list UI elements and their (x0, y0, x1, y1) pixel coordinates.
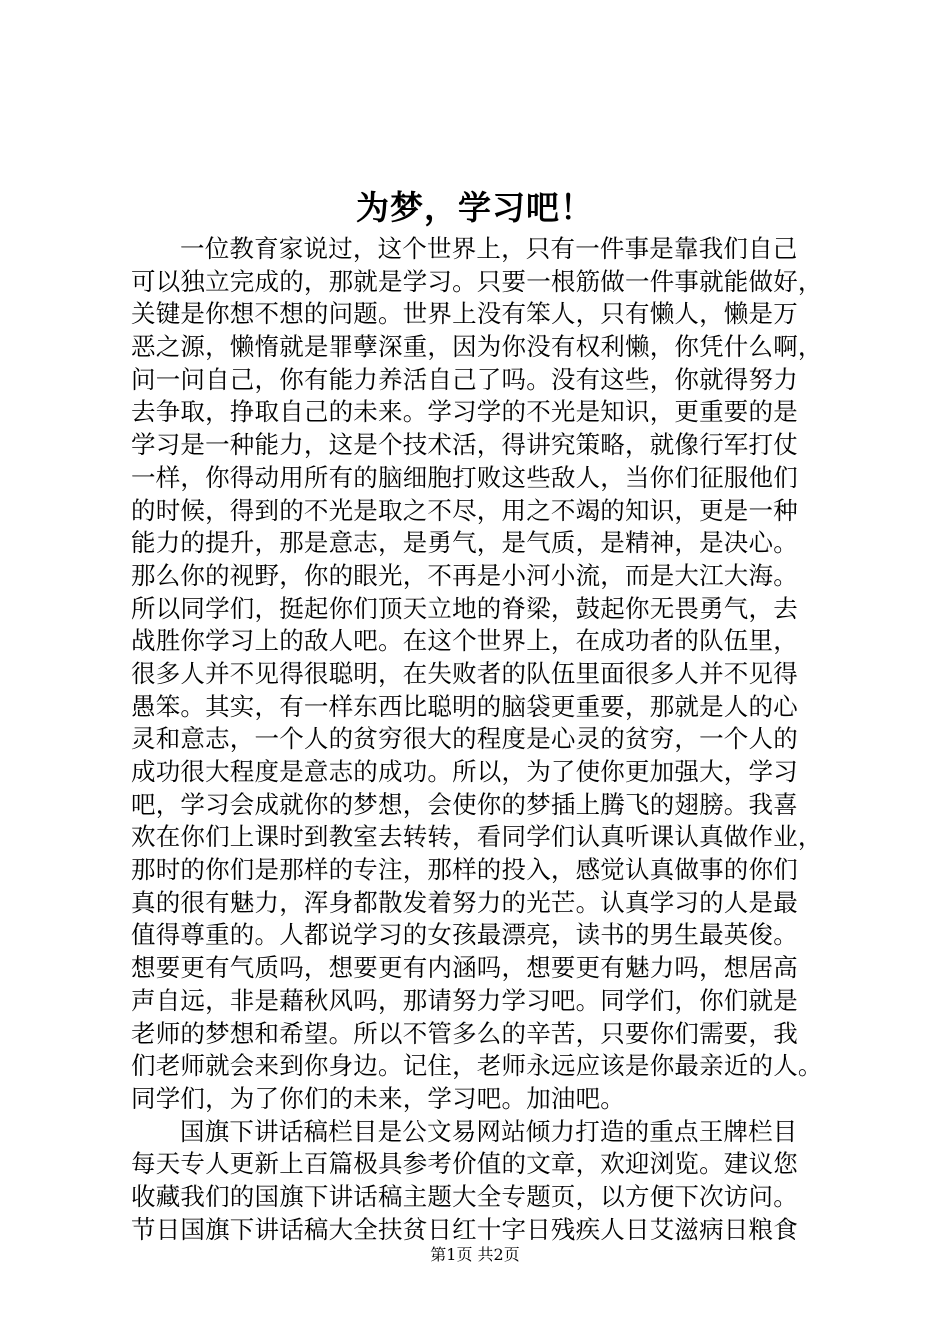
text-line: 值得尊重的。人都说学习的女孩最漂亮，读书的男生最英俊。 (131, 920, 798, 950)
body-text (131, 233, 848, 1246)
text-line: 一位教育家说过，这个世界上，只有一件事是靠我们自己 (180, 234, 798, 263)
text-line: 去争取，挣取自己的未来。学习学的不光是知识，更重要的是 (131, 397, 798, 427)
text-line: 老师的梦想和希望。所以不管多么的辛苦，只要你们需要，我 (131, 1018, 798, 1048)
text-line: 愚笨。其实，有一样东西比聪明的脑袋更重要，那就是人的心 (131, 691, 798, 721)
text-line: 那时的你们是那样的专注，那样的投入，感觉认真做事的你们 (131, 855, 798, 885)
text-line: 同学们，为了你们的未来，学习吧。加油吧。 (131, 1083, 625, 1113)
text-line: 关键是你想不想的问题。世界上没有笨人，只有懒人，懒是万 (131, 299, 798, 329)
text-line: 战胜你学习上的敌人吧。在这个世界上，在成功者的队伍里， (131, 626, 798, 656)
text-line: 问一问自己，你有能力养活自己了吗。没有这些，你就得努力 (131, 364, 798, 394)
text-line: 那么你的视野，你的眼光，不再是小河小流，而是大江大海。 (131, 560, 798, 590)
text-line: 所以同学们，挺起你们顶天立地的脊梁，鼓起你无畏勇气，去 (131, 593, 798, 623)
text-line: 吧，学习会成就你的梦想，会使你的梦插上腾飞的翅膀。我喜 (131, 789, 798, 819)
text-line: 可以独立完成的，那就是学习。只要一根筋做一件事就能做好， (131, 266, 823, 296)
text-line: 国旗下讲话稿栏目是公文易网站倾力打造的重点王牌栏目 (180, 1116, 798, 1146)
text-line: 的时候，得到的不光是取之不尽，用之不竭的知识，更是一种 (131, 495, 798, 525)
text-line: 成功很大程度是意志的成功。所以，为了使你更加强大，学习 (131, 757, 798, 786)
page-title: 为梦，学习吧！ (356, 188, 594, 227)
text-line: 们老师就会来到你身边。记住，老师永远应该是你最亲近的人。 (131, 1051, 823, 1081)
text-line: 声自远，非是藉秋风吗，那请努力学习吧。同学们，你们就是 (131, 985, 798, 1015)
text-line: 真的很有魅力，浑身都散发着努力的光芒。认真学习的人是最 (131, 887, 798, 917)
text-line: 欢在你们上课时到教室去转转，看同学们认真听课认真做作业， (131, 822, 823, 852)
text-line: 灵和意志，一个人的贫穷很大的程度是心灵的贫穷，一个人的 (131, 724, 798, 754)
text-line: 节日国旗下讲话稿大全扶贫日红十字日残疾人日艾滋病日粮食 (131, 1214, 798, 1244)
text-line: 每天专人更新上百篇极具参考价值的文章，欢迎浏览。建议您 (131, 1149, 798, 1179)
text-line: 一样，你得动用所有的脑细胞打败这些敌人，当你们征服他们 (131, 462, 798, 492)
text-line: 很多人并不见得很聪明，在失败者的队伍里面很多人并不见得 (131, 658, 798, 688)
text-line: 想要更有气质吗，想要更有内涵吗，想要更有魅力吗，想居高 (131, 953, 798, 983)
text-line: 收藏我们的国旗下讲话稿主题大全专题页，以方便下次访问。 (131, 1181, 798, 1211)
text-line: 能力的提升，那是意志，是勇气，是气质，是精神，是决心。 (131, 528, 798, 558)
text-line: 学习是一种能力，这是个技术活，得讲究策略，就像行军打仗 (131, 430, 798, 460)
page-number-footer: 第1页 共2页 (430, 1245, 520, 1264)
text-line: 恶之源，懒惰就是罪孽深重，因为你没有权利懒，你凭什么啊， (131, 332, 823, 362)
